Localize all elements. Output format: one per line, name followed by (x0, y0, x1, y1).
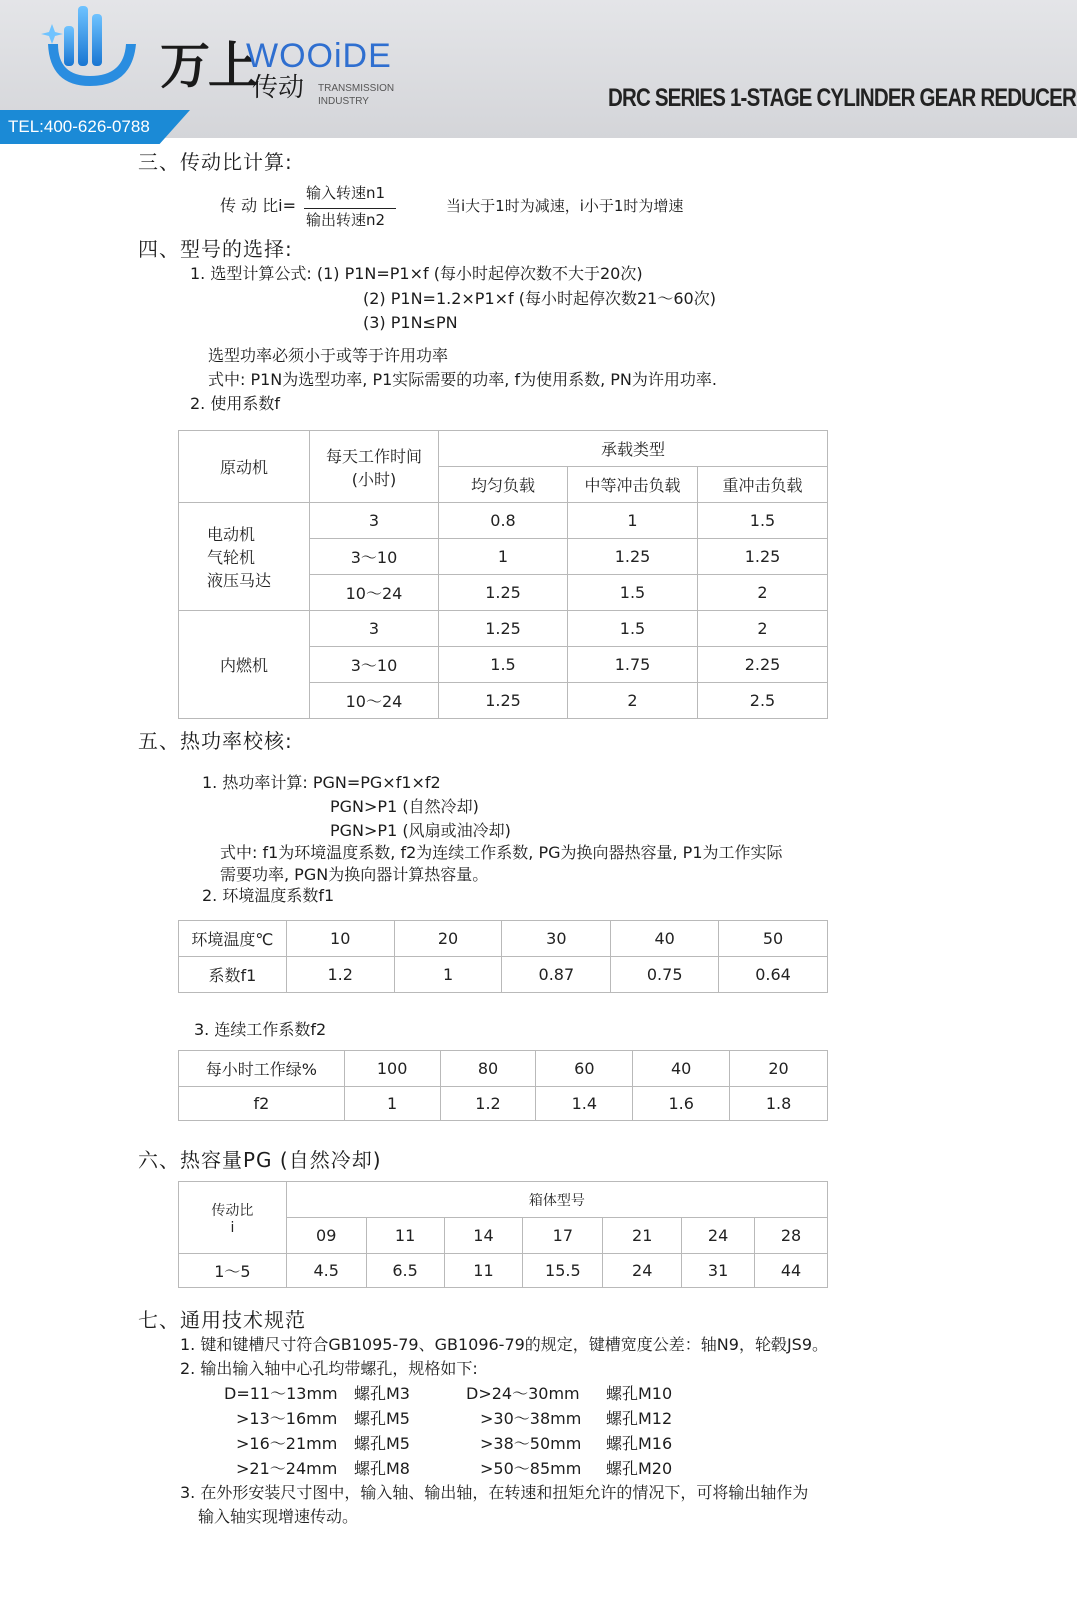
thermal-note-1: 式中: f1为环境温度系数, f2为连续工作系数, PG为换向器热容量, P1为工作实际 (220, 843, 783, 862)
logo-icon (40, 4, 150, 94)
table-cell: 2 (698, 611, 828, 647)
table-cell: 1.25 (439, 611, 568, 647)
table-cell: 1.8 (730, 1087, 828, 1121)
spec-line-2: 2. 输出输入轴中心孔均带螺孔，规格如下: (180, 1359, 478, 1378)
ratio-header-label: 传动比 (211, 1202, 254, 1219)
table-cell: 1 (439, 539, 568, 575)
table-cell: 17 (523, 1218, 603, 1254)
ratio-label: 传 动 比i= (220, 196, 297, 215)
table-cell: 30 (502, 921, 611, 957)
thermal-formula-2: PGN>P1 (自然冷却) (330, 797, 479, 816)
housing-size-header: 箱体型号 (286, 1182, 827, 1218)
series-title: DRC SERIES 1-STAGE CYLINDER GEAR REDUCER (608, 84, 1076, 112)
group-combustion: 内燃机 (179, 611, 310, 719)
brand-name-en: WOOiDE (246, 37, 392, 75)
ambient-factor-table (178, 920, 828, 993)
spec-diameter: >50～85mm (480, 1459, 582, 1478)
fraction-bar (304, 208, 396, 209)
table-cell: 0.87 (502, 957, 611, 993)
table-cell: 44 (755, 1254, 828, 1288)
tel-number: TEL:400-626-0788 (8, 117, 150, 136)
section-3-title: 三、传动比计算: (138, 150, 293, 174)
formula-3: (3) P1N≤PN (363, 313, 458, 332)
table-cell: 3～10 (310, 539, 439, 575)
spec-line-3: 3. 在外形安装尺寸图中，输入轴、输出轴，在转速和扭矩允许的情况下，可将输出轴作为 (180, 1483, 809, 1502)
section-4-title: 四、型号的选择: (138, 237, 293, 261)
spec-line-1: 1. 键和键槽尺寸符合GB1095-79、GB1096-79的规定，键槽宽度公差：轴N9，轮毂JS9。 (180, 1335, 829, 1354)
table-cell: 1.5 (439, 647, 568, 683)
table-cell: 24 (682, 1218, 755, 1254)
table-cell: 2.5 (698, 683, 828, 719)
duty-factor-heading: 3. 连续工作系数f2 (194, 1020, 327, 1039)
table-cell: 09 (286, 1218, 366, 1254)
ratio-note: 当i大于1时为减速，i小于1时为增速 (446, 197, 684, 215)
brand-subtitle-en-line2: INDUSTRY (318, 96, 369, 107)
table-cell: 6.5 (366, 1254, 444, 1288)
usage-factor-heading: 2. 使用系数f (190, 394, 280, 413)
table-cell: 1.25 (568, 539, 698, 575)
brand-subtitle-cn: 传动 (252, 73, 305, 103)
table-cell: 100 (344, 1051, 440, 1087)
header-daily-hours (310, 431, 439, 503)
table-cell: 2 (698, 575, 828, 611)
ratio-numerator: 输入转速n1 (306, 184, 386, 202)
spec-diameter: D=11～13mm (224, 1384, 338, 1403)
table-cell: 1.5 (698, 503, 828, 539)
table-cell: 31 (682, 1254, 755, 1288)
spec-thread: 螺孔M16 (606, 1434, 673, 1453)
table-cell: 0.64 (719, 957, 828, 993)
table-cell: 1.25 (698, 539, 828, 575)
table-cell: 2.25 (698, 647, 828, 683)
table-cell: 1 (568, 503, 698, 539)
section-7-title: 七、通用技术规范 (138, 1308, 306, 1332)
selection-note-1: 选型功率必须小于或等于许用功率 (208, 346, 449, 365)
spec-diameter: >38～50mm (480, 1434, 582, 1453)
table-cell: 28 (755, 1218, 828, 1254)
ratio-header-symbol: i (230, 1219, 235, 1236)
ratio-header (179, 1182, 287, 1254)
header-daily-hours-unit: (小时) (351, 469, 397, 489)
table-cell: 3～10 (310, 647, 439, 683)
table-cell: 1.2 (286, 957, 394, 993)
ratio-denominator: 输出转速n2 (306, 211, 386, 229)
table-cell: 0.75 (611, 957, 719, 993)
formula-2: (2) P1N=1.2×P1×f (每小时起停次数21～60次) (363, 289, 716, 308)
spec-thread: 螺孔M5 (354, 1434, 410, 1453)
table-cell: 3 (310, 503, 439, 539)
header-medium-shock-load: 中等冲击负载 (568, 467, 698, 503)
ambient-factor-header: 系数f1 (179, 957, 287, 993)
section-6-title: 六、热容量PG (自然冷却) (138, 1148, 382, 1172)
table-cell: 50 (719, 921, 828, 957)
ambient-factor-heading: 2. 环境温度系数f1 (202, 886, 335, 905)
table-cell: 11 (444, 1254, 523, 1288)
spec-diameter: D>24～30mm (466, 1384, 580, 1403)
header-load-type: 承载类型 (439, 431, 828, 467)
table-cell: 1.2 (440, 1087, 536, 1121)
table-cell: 1.5 (568, 575, 698, 611)
table-cell: 4.5 (286, 1254, 366, 1288)
ratio-range-cell: 1～5 (179, 1254, 287, 1288)
brand-subtitle-en-line1: TRANSMISSION (318, 83, 395, 94)
table-cell: 15.5 (523, 1254, 603, 1288)
spec-thread: 螺孔M12 (606, 1409, 673, 1428)
table-cell: 80 (440, 1051, 536, 1087)
formula-1: 1. 选型计算公式: (1) P1N=P1×f (每小时起停次数不大于20次) (190, 264, 643, 283)
table-cell: 60 (536, 1051, 633, 1087)
table-cell: 1 (394, 957, 502, 993)
header-daily-hours-label: 每天工作时间 (325, 446, 422, 466)
thermal-formula-1: 1. 热功率计算: PGN=PG×f1×f2 (202, 773, 441, 792)
table-cell: 24 (603, 1254, 682, 1288)
spec-thread: 螺孔M8 (354, 1459, 410, 1478)
spec-thread: 螺孔M5 (354, 1409, 410, 1428)
motor-hydraulic: 液压马达 (207, 571, 272, 590)
table-cell: 1.5 (568, 611, 698, 647)
table-cell: 10～24 (310, 575, 439, 611)
table-cell: 11 (366, 1218, 444, 1254)
spec-thread: 螺孔M10 (606, 1384, 673, 1403)
spec-thread: 螺孔M3 (354, 1384, 410, 1403)
selection-note-2: 式中: P1N为选型功率, P1实际需要的功率, f为使用系数, PN为许用功率. (208, 370, 717, 389)
table-cell: 10 (286, 921, 394, 957)
table-cell: 3 (310, 611, 439, 647)
table-cell: 40 (633, 1051, 730, 1087)
group-electric (179, 503, 310, 611)
table-cell: 10～24 (310, 683, 439, 719)
thermal-note-2: 需要功率, PGN为换向器计算热容量。 (220, 865, 489, 884)
duty-percent-header: 每小时工作绿% (179, 1051, 345, 1087)
spec-diameter: >21～24mm (236, 1459, 338, 1478)
table-cell: 2 (568, 683, 698, 719)
table-cell: 1.25 (439, 683, 568, 719)
table-cell: 21 (603, 1218, 682, 1254)
header-heavy-shock-load: 重冲击负载 (698, 467, 828, 503)
table-cell: 1.75 (568, 647, 698, 683)
ambient-temp-header: 环境温度℃ (179, 921, 287, 957)
duty-factor-table (178, 1050, 828, 1121)
table-cell: 1.25 (439, 575, 568, 611)
table-cell: 0.8 (439, 503, 568, 539)
thermal-capacity-table (178, 1181, 828, 1288)
spec-diameter: >30～38mm (480, 1409, 582, 1428)
table-cell: 14 (444, 1218, 523, 1254)
spec-diameter: >13～16mm (236, 1409, 338, 1428)
thermal-formula-3: PGN>P1 (风扇或油冷却) (330, 821, 511, 840)
table-cell: 20 (394, 921, 502, 957)
section-5-title: 五、热功率校核: (138, 729, 293, 753)
header-prime-mover: 原动机 (179, 431, 310, 503)
brand-name-cn: 万上 (160, 37, 256, 95)
spec-line-4: 输入轴实现增速传动。 (198, 1507, 359, 1526)
table-cell: 1.4 (536, 1087, 633, 1121)
brand-subtitle-en (318, 82, 394, 108)
table-cell: 1 (344, 1087, 440, 1121)
spec-diameter: >16～21mm (236, 1434, 338, 1453)
motor-turbine: 气轮机 (207, 548, 256, 567)
table-cell: 1.6 (633, 1087, 730, 1121)
table-cell: 40 (611, 921, 719, 957)
duty-factor-header: f2 (179, 1087, 345, 1121)
usage-factor-table (178, 430, 828, 719)
header-uniform-load: 均匀负载 (439, 467, 568, 503)
motor-electric: 电动机 (207, 525, 256, 544)
spec-thread: 螺孔M20 (606, 1459, 673, 1478)
table-cell: 20 (730, 1051, 828, 1087)
